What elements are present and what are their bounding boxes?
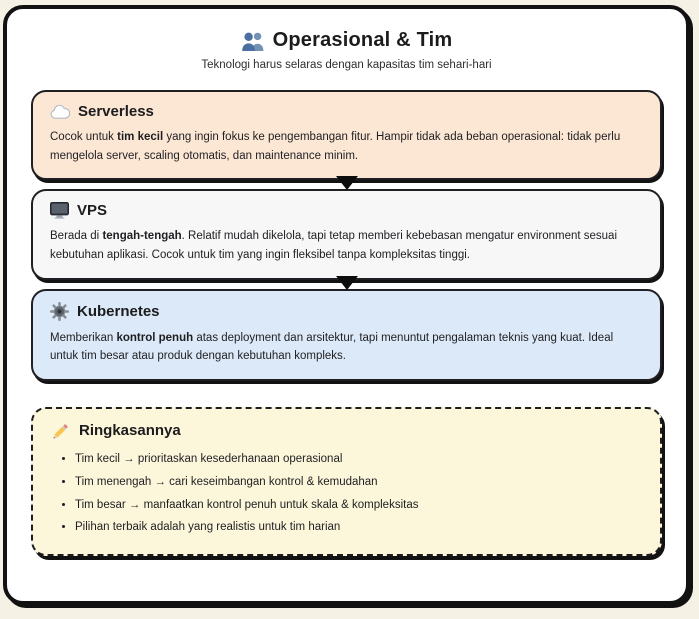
list-item: • Pilihan terbaik adalah yang realistis untuk tim harian xyxy=(75,518,642,536)
page-subtitle: Teknologi harus selaras dengan kapasitas tim sehari-hari xyxy=(201,59,492,71)
card-vps-body: Berada di tengah-tengah. Relatif mudah dikelola, tapi tetap memberi kebebasan mengatur environment sesuai kebutuhan aplikasi. Cocok untuk tim yang ingin fleksibel tanpa kompleksitas tinggi. xyxy=(50,230,617,261)
pencil-icon xyxy=(51,421,71,441)
list-item: • Tim menengah → cari keseimbangan kontrol & kemudahan xyxy=(75,473,642,491)
card-serverless-title: Serverless xyxy=(78,103,154,120)
card-kubernetes-title: Kubernetes xyxy=(77,302,160,320)
cards-stack xyxy=(31,90,662,381)
card-kubernetes xyxy=(31,289,662,381)
summary-title: Ringkasannya xyxy=(79,422,181,440)
card-kubernetes-body: Memberikan kontrol penuh atas deployment dan arsitektur, tapi menuntut pengalaman teknis yang kuat. Ideal untuk tim besar atau produk dengan kebutuhan kompleks. xyxy=(50,331,614,363)
summary-card xyxy=(31,407,662,557)
people-icon xyxy=(241,31,265,51)
arrow-down-icon xyxy=(336,176,358,190)
card-serverless-body: Cocok untuk tim kecil yang ingin fokus ke pengembangan fitur. Hampir tidak ada beban operasional: tidak perlu mengelola server, scaling otomatis, dan maintenance minim. xyxy=(50,131,621,162)
card-serverless xyxy=(31,90,662,180)
desktop-icon xyxy=(50,202,69,219)
infographic-page xyxy=(3,5,690,605)
list-item: • Tim kecil → prioritaskan kesederhanaan operasional xyxy=(75,450,642,468)
arrow-down-icon xyxy=(336,276,358,290)
page-title: Operasional & Tim xyxy=(272,29,453,51)
summary-list xyxy=(51,450,642,537)
page-header xyxy=(7,9,686,71)
cloud-icon xyxy=(50,105,70,119)
list-item: • Tim besar → manfaatkan kontrol penuh untuk skala & kompleksitas xyxy=(75,496,642,514)
gear-icon xyxy=(50,302,69,321)
card-vps-title: VPS xyxy=(77,202,108,220)
card-vps xyxy=(31,189,662,279)
